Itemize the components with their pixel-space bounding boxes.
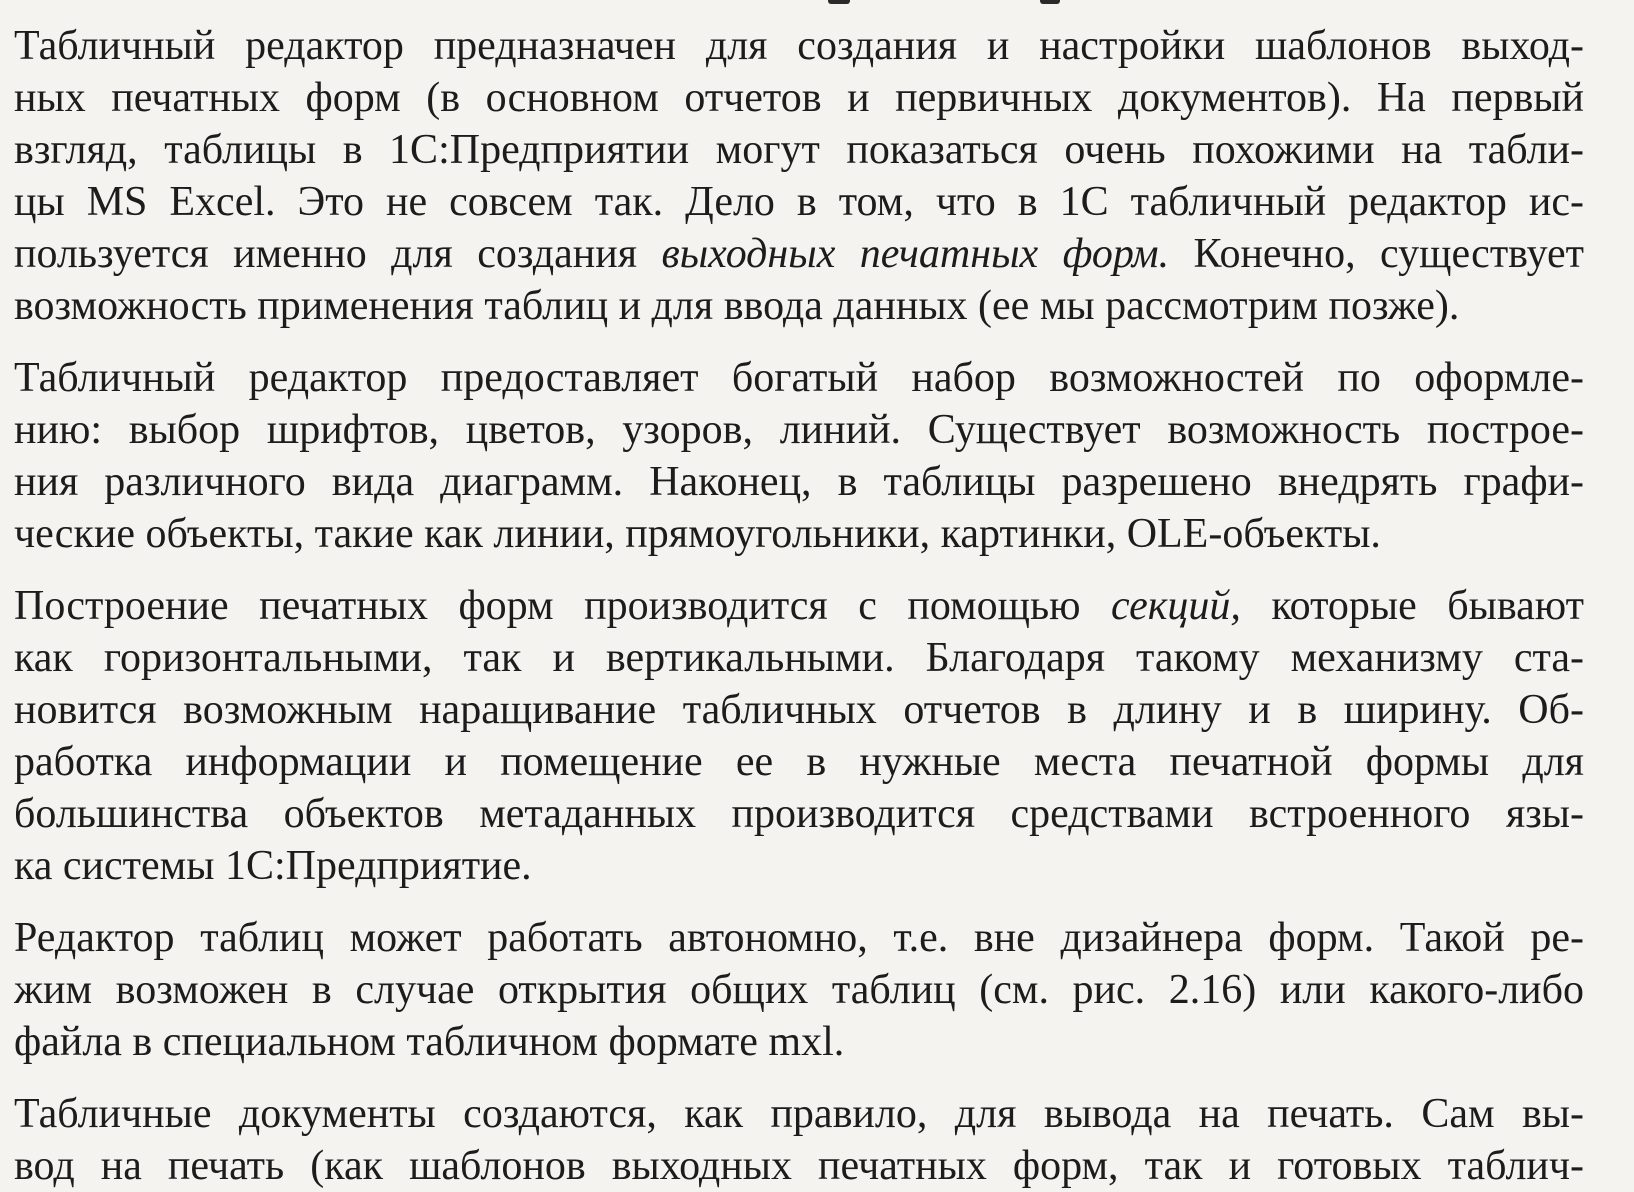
text-line: Табличный редактор предоставляет богатый набор возможностей по оформле- bbox=[14, 355, 1584, 401]
text-line: жим возможен в случае открытия общих таблиц (см. рис. 2.16) или какого-либо bbox=[14, 967, 1584, 1013]
text-run: Конечно, существует bbox=[1169, 231, 1584, 277]
text-line: файла в специальном табличном формате mxl. bbox=[14, 1019, 845, 1065]
text-line: цы MS Excel. Это не совсем так. Дело в том, что в 1С табличный редактор ис- bbox=[14, 179, 1584, 225]
text-line-with-emphasis bbox=[14, 228, 1584, 280]
paragraph-4 bbox=[14, 912, 1584, 1068]
cropped-heading-fragment bbox=[0, 0, 1634, 10]
text-line: большинства объектов метаданных производится средствами встроенного язы- bbox=[14, 791, 1584, 837]
text-line: ния различного вида диаграмм. Наконец, в таблицы разрешено внедрять графи- bbox=[14, 459, 1584, 505]
text-run: которые бывают bbox=[1240, 583, 1584, 629]
text-run: пользуется именно для создания bbox=[14, 231, 662, 277]
text-line: Табличные документы создаются, как правило, для вывода на печать. Сам вы- bbox=[14, 1091, 1584, 1137]
text-line-with-emphasis bbox=[14, 580, 1584, 632]
text-line: ческие объекты, такие как линии, прямоугольники, картинки, OLE-объекты. bbox=[14, 511, 1381, 557]
text-line: работка информации и помещение ее в нужные места печатной формы для bbox=[14, 739, 1584, 785]
paragraph-2 bbox=[14, 352, 1584, 560]
text-line: Редактор таблиц может работать автономно, т.е. вне дизайнера форм. Такой ре- bbox=[14, 915, 1584, 961]
paragraph-3 bbox=[14, 580, 1584, 892]
text-line: вод на печать (как шаблонов выходных печатных форм, так и готовых таблич- bbox=[14, 1143, 1584, 1189]
emphasis-text: секций, bbox=[1111, 583, 1241, 629]
text-line: ных печатных форм (в основном отчетов и первичных документов). На первый bbox=[14, 75, 1584, 121]
text-line: взгляд, таблицы в 1С:Предприятии могут показаться очень похожими на табли- bbox=[14, 127, 1584, 173]
emphasis-text: выходных печатных форм. bbox=[661, 231, 1170, 277]
text-line: возможность применения таблиц и для ввода данных (ее мы рассмотрим позже). bbox=[14, 283, 1460, 329]
text-run: Построение печатных форм производится с помощью bbox=[14, 583, 1111, 629]
paragraph-1 bbox=[14, 20, 1584, 332]
paragraph-5 bbox=[14, 1088, 1584, 1192]
text-line: как горизонтальными, так и вертикальными. Благодаря такому механизму ста- bbox=[14, 635, 1584, 681]
text-line: нию: выбор шрифтов, цветов, узоров, линий. Существует возможность построе- bbox=[14, 407, 1584, 453]
text-line: ка системы 1С:Предприятие. bbox=[14, 843, 532, 889]
text-line: Табличный редактор предназначен для создания и настройки шаблонов выход- bbox=[14, 23, 1584, 69]
text-line: новится возможным наращивание табличных отчетов в длину и в ширину. Об- bbox=[14, 687, 1584, 733]
